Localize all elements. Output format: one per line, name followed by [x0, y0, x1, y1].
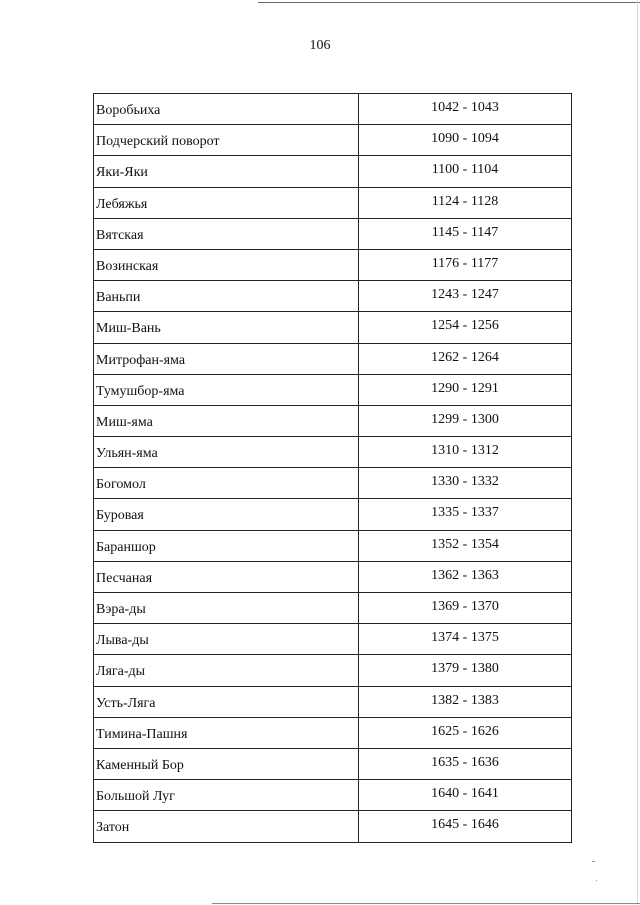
range-cell: 1254 - 1256 [359, 312, 572, 343]
location-name-cell: Тимина-Пашня [94, 717, 359, 748]
location-name-cell: Затон [94, 811, 359, 842]
location-name-cell: Лебяжья [94, 187, 359, 218]
page-number: 106 [309, 38, 331, 53]
range-cell: 1625 - 1626 [359, 717, 572, 748]
range-cell: 1042 - 1043 [359, 94, 572, 125]
range-cell: 1310 - 1312 [359, 437, 572, 468]
range-cell: 1145 - 1147 [359, 218, 572, 249]
table-row [94, 748, 572, 779]
location-name-cell: Богомол [94, 468, 359, 499]
table-row [94, 655, 572, 686]
table-row [94, 686, 572, 717]
scan-top-edge-line [258, 2, 640, 3]
table-row [94, 811, 572, 842]
location-name-cell: Каменный Бор [94, 748, 359, 779]
table-row [94, 125, 572, 156]
range-cell: 1369 - 1370 [359, 593, 572, 624]
location-name-cell: Вэра-ды [94, 593, 359, 624]
table-row [94, 312, 572, 343]
range-cell: 1382 - 1383 [359, 686, 572, 717]
scan-right-edge [637, 0, 638, 905]
range-cell: 1374 - 1375 [359, 624, 572, 655]
range-cell: 1330 - 1332 [359, 468, 572, 499]
location-name-cell: Усть-Ляга [94, 686, 359, 717]
range-cell: 1176 - 1177 [359, 249, 572, 280]
table-row [94, 405, 572, 436]
location-name-cell: Большой Луг [94, 780, 359, 811]
table-row [94, 530, 572, 561]
table-row [94, 561, 572, 592]
location-name-cell: Миш-яма [94, 405, 359, 436]
range-cell: 1335 - 1337 [359, 499, 572, 530]
scan-speck [592, 861, 595, 862]
location-name-cell: Лыва-ды [94, 624, 359, 655]
table-row [94, 94, 572, 125]
range-cell: 1262 - 1264 [359, 343, 572, 374]
table-row [94, 218, 572, 249]
table-body [94, 94, 572, 843]
location-name-cell: Митрофан-яма [94, 343, 359, 374]
table-row [94, 780, 572, 811]
range-cell: 1290 - 1291 [359, 374, 572, 405]
range-cell: 1640 - 1641 [359, 780, 572, 811]
range-cell: 1299 - 1300 [359, 405, 572, 436]
location-range-table [93, 93, 572, 843]
range-cell: 1362 - 1363 [359, 561, 572, 592]
range-cell: 1635 - 1636 [359, 748, 572, 779]
location-name-cell: Вятская [94, 218, 359, 249]
range-cell: 1352 - 1354 [359, 530, 572, 561]
range-cell: 1379 - 1380 [359, 655, 572, 686]
range-cell: 1090 - 1094 [359, 125, 572, 156]
table-row [94, 593, 572, 624]
table-row [94, 187, 572, 218]
table-row [94, 437, 572, 468]
scan-bottom-edge-line [212, 903, 640, 904]
location-name-cell: Бараншор [94, 530, 359, 561]
location-name-cell: Буровая [94, 499, 359, 530]
scan-speck [596, 880, 597, 881]
table-row [94, 249, 572, 280]
location-name-cell: Миш-Вань [94, 312, 359, 343]
location-name-cell: Яки-Яки [94, 156, 359, 187]
range-cell: 1100 - 1104 [359, 156, 572, 187]
range-cell: 1645 - 1646 [359, 811, 572, 842]
table-row [94, 717, 572, 748]
location-name-cell: Ульян-яма [94, 437, 359, 468]
location-name-cell: Ляга-ды [94, 655, 359, 686]
range-cell: 1124 - 1128 [359, 187, 572, 218]
range-cell: 1243 - 1247 [359, 281, 572, 312]
table-row [94, 624, 572, 655]
location-name-cell: Ваньпи [94, 281, 359, 312]
location-name-cell: Подчерский поворот [94, 125, 359, 156]
location-name-cell: Воробьиха [94, 94, 359, 125]
table-row [94, 343, 572, 374]
table-row [94, 499, 572, 530]
location-name-cell: Песчаная [94, 561, 359, 592]
table-row [94, 374, 572, 405]
location-name-cell: Тумушбор-яма [94, 374, 359, 405]
table-row [94, 156, 572, 187]
location-name-cell: Возинская [94, 249, 359, 280]
table-row [94, 281, 572, 312]
table-row [94, 468, 572, 499]
